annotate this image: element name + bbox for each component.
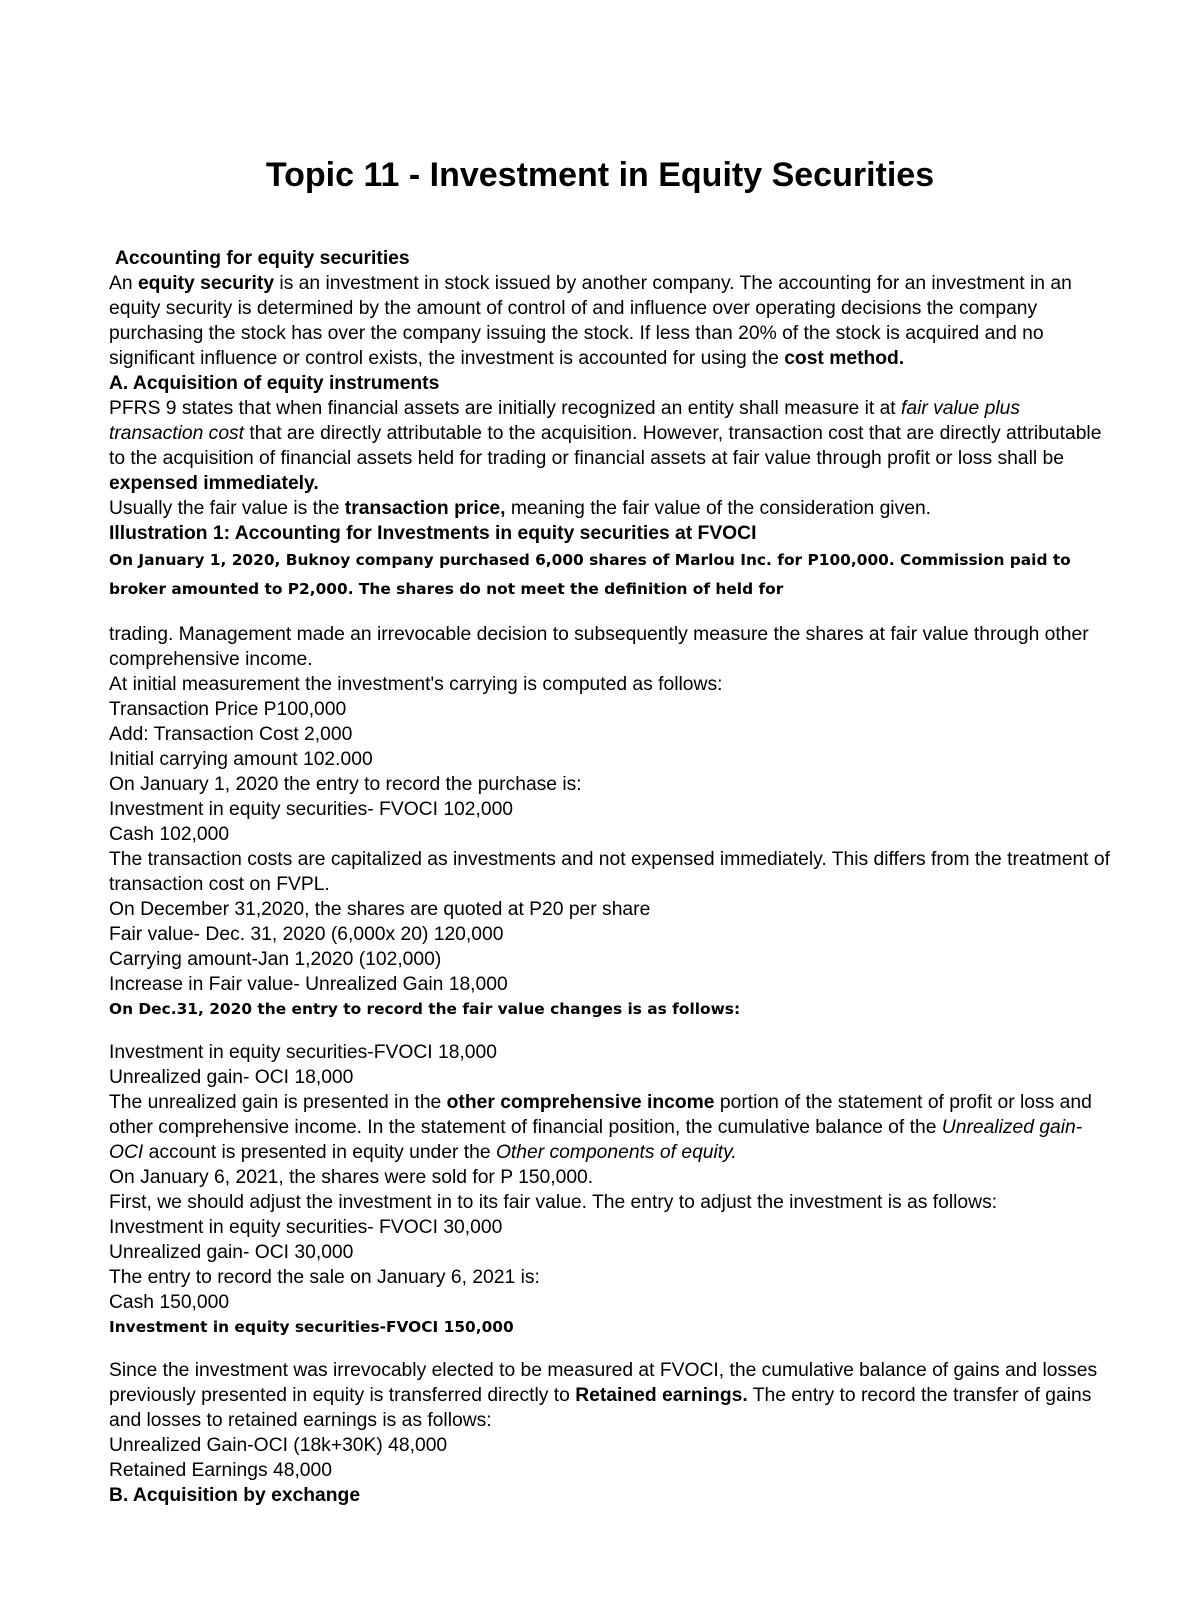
text-line: The entry to record the sale on January 6, 2021 is: bbox=[109, 1267, 540, 1288]
document-body bbox=[109, 246, 1119, 1508]
section-heading-exchange: B. Acquisition by exchange bbox=[109, 1485, 361, 1506]
text-line: On January 6, 2021, the shares were sold for P 150,000. bbox=[109, 1167, 594, 1188]
paragraph-equity-security: An equity security is an investment in stock issued by another company. The accounting for an investment in an equity security is determined by the amount of control of and influence over operating decisions the company purchasing the stock has over the company issuing the stock. If less than 20% of the stock is acquired and no significant influence or control exists, the investment is accounted for using the cost method. bbox=[109, 273, 1072, 369]
paragraph-capitalized: The transaction costs are capitalized as investments and not expensed immediately. This differs from the treatment of transaction cost on FVPL. bbox=[109, 849, 1110, 895]
paragraph-retained-earnings: Since the investment was irrevocably elected to be measured at FVOCI, the cumulative balance of gains and losses previously presented in equity is transferred directly to Retained earnings. The entry to record the transfer of gains and losses to retained earnings is as follows: bbox=[109, 1360, 1098, 1431]
text-line: Unrealized Gain-OCI (18k+30K) 48,000 bbox=[109, 1435, 448, 1456]
text-line: Cash 150,000 bbox=[109, 1292, 230, 1313]
illustration-heading: Illustration 1: Accounting for Investments in equity securities at FVOCI bbox=[109, 523, 757, 544]
text-line: First, we should adjust the investment in to its fair value. The entry to adjust the investment is as follows: bbox=[109, 1192, 998, 1213]
text-line: Investment in equity securities-FVOCI 150,000 bbox=[109, 1318, 514, 1336]
text-line: Transaction Price P100,000 bbox=[109, 699, 347, 720]
text-line: Cash 102,000 bbox=[109, 824, 230, 845]
text-line: On January 1, 2020 the entry to record the purchase is: bbox=[109, 774, 582, 795]
spacer bbox=[109, 604, 1119, 622]
text-line: Investment in equity securities- FVOCI 102,000 bbox=[109, 799, 514, 820]
paragraph-fair-value: Usually the fair value is the transaction price, meaning the fair value of the consideration given. bbox=[109, 498, 932, 519]
section-heading-accounting: Accounting for equity securities bbox=[115, 248, 410, 269]
text-line: Investment in equity securities- FVOCI 30,000 bbox=[109, 1217, 503, 1238]
document-title: Topic 11 - Investment in Equity Securities bbox=[265, 156, 935, 194]
text-line: Fair value- Dec. 31, 2020 (6,000x 20) 120,000 bbox=[109, 924, 504, 945]
illustration-intro-line-1: On January 1, 2020, Buknoy company purchased 6,000 shares of Marlou Inc. for P100,000. Commission paid to bbox=[109, 551, 1071, 569]
paragraph-trading: trading. Management made an irrevocable decision to subsequently measure the shares at fair value through other comprehensive income. bbox=[109, 624, 1089, 670]
illustration-intro-line-2: broker amounted to P2,000. The shares do not meet the definition of held for bbox=[109, 580, 784, 598]
text-line: Retained Earnings 48,000 bbox=[109, 1460, 332, 1481]
text-line: Add: Transaction Cost 2,000 bbox=[109, 724, 353, 745]
section-heading-acquisition: A. Acquisition of equity instruments bbox=[109, 373, 440, 394]
text-line: Initial carrying amount 102.000 bbox=[109, 749, 373, 770]
spacer bbox=[109, 1340, 1119, 1358]
text-line: Unrealized gain- OCI 18,000 bbox=[109, 1067, 354, 1088]
text-line: Investment in equity securities-FVOCI 18,000 bbox=[109, 1042, 497, 1063]
text-line: On December 31,2020, the shares are quoted at P20 per share bbox=[109, 899, 651, 920]
paragraph-pfrs9: PFRS 9 states that when financial assets are initially recognized an entity shall measure it at fair value plus transaction cost that are directly attributable to the acquisition. However, transaction cost that are directly attributable to the acquisition of financial assets held for trading or financial assets at fair value through profit or loss shall be expensed immediately. bbox=[109, 398, 1102, 494]
spacer bbox=[109, 1022, 1119, 1040]
paragraph-unrealized-gain: The unrealized gain is presented in the other comprehensive income portion of the statement of profit or loss and other comprehensive income. In the statement of financial position, the cumulative balance of the Unrealized gain- OCI account is presented in equity under the Other components of equity. bbox=[109, 1092, 1092, 1163]
text-line: Unrealized gain- OCI 30,000 bbox=[109, 1242, 354, 1263]
text-line: On Dec.31, 2020 the entry to record the fair value changes is as follows: bbox=[109, 1000, 741, 1018]
text-line: Carrying amount-Jan 1,2020 (102,000) bbox=[109, 949, 442, 970]
text-line: At initial measurement the investment's carrying is computed as follows: bbox=[109, 674, 723, 695]
text-line: Increase in Fair value- Unrealized Gain 18,000 bbox=[109, 974, 508, 995]
